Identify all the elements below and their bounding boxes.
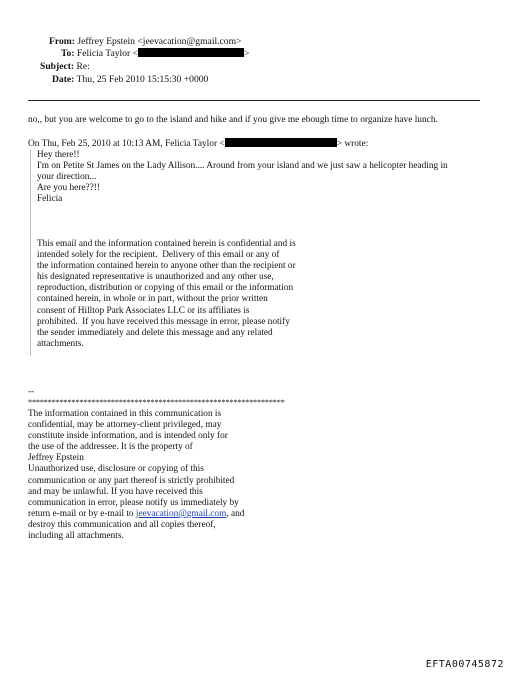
- redaction-box: [138, 48, 244, 57]
- quoted-line: Are you here??!!: [37, 183, 100, 194]
- disclaimer-line: his designated representative is unauthorized and any other use,: [37, 272, 274, 283]
- signature-line: communication in error, please notify us immediately by: [28, 497, 239, 508]
- to-suffix: >: [243, 48, 250, 59]
- signature-line: and may be unlawful. If you have received this: [28, 486, 203, 497]
- signature-dashes: --: [28, 387, 35, 397]
- from-value: Jeffrey Epstein <jeevacation@gmail.com>: [77, 36, 242, 47]
- subject-row: [40, 61, 90, 72]
- disclaimer-line: reproduction, distribution or copying of this email or the information: [37, 283, 294, 294]
- subject-label: Subject:: [40, 61, 75, 72]
- disclaimer-line: attachments.: [37, 338, 84, 349]
- date-row: [52, 74, 208, 85]
- signature-tail: [28, 520, 216, 542]
- signature-line: confidential, may be attorney-client privileged, may: [28, 420, 222, 431]
- document-id: EFTA00745872: [425, 659, 504, 670]
- quoted-line: your direction...: [37, 172, 97, 183]
- email-line-suffix: , and: [226, 509, 245, 519]
- quote-intro-prefix: On Thu, Feb 25, 2010 at 10:13 AM, Felicia Taylor <: [28, 139, 225, 149]
- disclaimer-line: This email and the information contained herein is confidential and is: [37, 239, 296, 249]
- subject-value: Re:: [76, 61, 90, 72]
- from-row: [49, 36, 241, 47]
- disclaimer-line: intended solely for the recipient. Delivery of this email or any of: [37, 250, 280, 261]
- disclaimer-line: prohibited. If you have received this message in error, please notify: [37, 316, 290, 327]
- header-divider: [28, 100, 480, 101]
- to-label: To:: [61, 48, 75, 59]
- signature-line: constitute inside information, and is intended only for: [28, 431, 228, 442]
- signature-email-line: [28, 509, 244, 520]
- signature-line: destroy this communication and all copies thereof,: [28, 520, 216, 530]
- quoted-line: I'm on Petite St James on the Lady Allison.... Around from your island and we just saw a helicopter heading in: [37, 161, 448, 172]
- disclaimer-line: the sender immediately and delete this message and any related: [37, 327, 273, 338]
- to-prefix: Felicia Taylor <: [76, 48, 138, 59]
- signature-line: The information contained in this communication is: [28, 409, 222, 419]
- from-label: From:: [49, 36, 75, 47]
- quote-bar: [30, 150, 31, 356]
- signature-disclaimer: [28, 409, 239, 509]
- quote-intro: [28, 138, 368, 150]
- quoted-message: [37, 150, 448, 205]
- date-value: Thu, 25 Feb 2010 15:15:30 +0000: [76, 74, 209, 85]
- disclaimer-line: consent of Hilltop Park Associates LLC or its affiliates is: [37, 305, 250, 316]
- signature-line: including all attachments.: [28, 531, 124, 542]
- date-label: Date:: [52, 74, 75, 85]
- signature-line: the use of the addressee. It is the property of: [28, 442, 193, 453]
- to-row: [61, 48, 249, 59]
- reply-text: no,, but you are welcome to go to the island and hike and if you give me ebough time to organize have lunch.: [28, 115, 438, 125]
- signature-line: Unauthorized use, disclosure or copying of this: [28, 464, 204, 475]
- email-line-prefix: return e-mail or by e-mail to: [28, 509, 136, 519]
- disclaimer-line: the information contained herein to anyone other than the recipient or: [37, 261, 296, 272]
- quoted-line: Felicia: [37, 194, 63, 205]
- disclaimer-line: contained herein, in whole or in part, without the prior written: [37, 294, 268, 305]
- signature-line: communication or any part thereof is strictly prohibited: [28, 475, 235, 486]
- signature-line: Jeffrey Epstein: [28, 453, 84, 464]
- quoted-disclaimer: [37, 239, 296, 350]
- quote-intro-suffix: > wrote:: [336, 139, 369, 149]
- email-link[interactable]: jeevacation@gmail.com: [135, 509, 227, 519]
- redaction-box: [225, 138, 337, 147]
- quoted-line: Hey there!!: [37, 150, 80, 160]
- signature-stars: *****************************************************************: [28, 398, 285, 407]
